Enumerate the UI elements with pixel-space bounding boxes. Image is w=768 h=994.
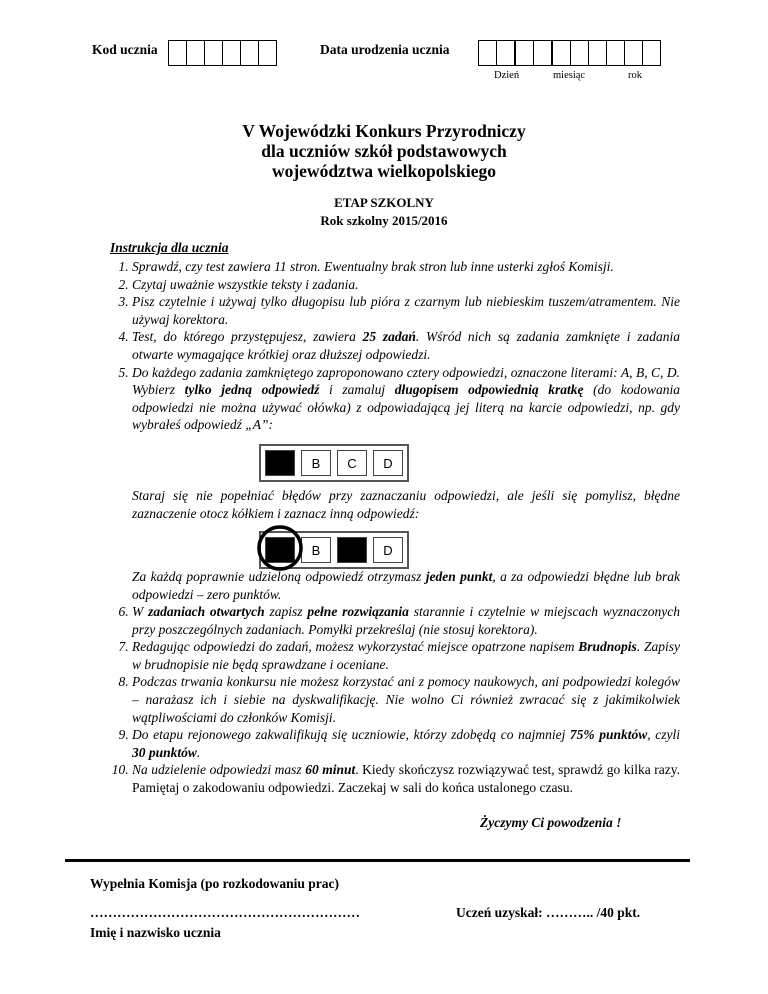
instruction-3: 3. Pisz czytelnie i używaj tylko długopisu lub pióra z czarnym lub niebieskim tuszem/atramentem. Nie używaj korektora. (132, 293, 680, 328)
instruction-4: 4. Test, do którego przystępujesz, zawiera 25 zadań. Wśród nich są zadania zamknięte i zadania otwarte wymagające krótkiej oraz dłuższej odpowiedzi. (132, 328, 680, 363)
instructions-list-continued (110, 603, 680, 797)
answer-cell-a (265, 450, 295, 476)
contest-title-line2: dla uczniów szkół podstawowych (261, 141, 507, 161)
stage-name: ETAP SZKOLNY (334, 195, 434, 210)
instruction-5: 5. Do każdego zadania zamkniętego zaproponowano cztery odpowiedzi, oznaczone literami: A, B, C, D. Wybierz tylko jedną odpowiedź i zamaluj długopisem odpowiednią kratkę (do kodowania odpowiedzi nie można używać ołówka) z odpowiadającą jej literą na karcie odpowiedzi, np. gdy wybrałeś odpowiedź „A”: (132, 364, 680, 434)
answer-cell-d: D (373, 450, 403, 476)
birth-date-boxes[interactable] (478, 40, 661, 66)
answer-example-correct (259, 444, 409, 482)
instruction-1: 1. Sprawdź, czy test zawiera 11 stron. Ewentualny brak stron lub inne usterki zgłoś Komisji. (132, 258, 680, 276)
divider (65, 859, 690, 862)
error-circle-icon (255, 523, 305, 573)
school-year: Rok szkolny 2015/2016 (320, 213, 448, 228)
instruction-7: 7. Redagując odpowiedzi do zadań, możesz wykorzystać miejsce opatrzone napisem Brudnopis. Zapisy w brudnopisie nie będą sprawdzane i oceniane. (132, 638, 680, 673)
day-label: Dzień (494, 70, 520, 81)
student-code-boxes[interactable] (168, 40, 277, 66)
contest-title-line3: województwa wielkopolskiego (271, 161, 497, 181)
answer-cell-d: D (373, 537, 403, 563)
name-dots[interactable]: …………………………………………………… (90, 905, 360, 920)
instruction-5-correction: Staraj się nie popełniać błędów przy zaznaczaniu odpowiedzi, ale jeśli się pomylisz, błędne zaznaczenie otocz kółkiem i zaznacz inną odpowiedź: (132, 488, 680, 521)
contest-title-line1: V Wojewódzki Konkurs Przyrodniczy (242, 121, 526, 141)
month-label: miesiąc (553, 70, 586, 81)
answer-cell-b: B (301, 450, 331, 476)
birth-date-label: Data urodzenia ucznia (320, 42, 450, 57)
answer-cell-c (337, 537, 367, 563)
year-label: rok (628, 70, 642, 81)
instruction-8: 8. Podczas trwania konkursu nie możesz korzystać ani z pomocy naukowych, ani podpowiedzi kolegów – narażasz ich i siebie na dyskwalifikację. Nie wolno Ci również zwracać się z jakimikolwiek wątpliwościami do członków Komisji. (132, 673, 680, 726)
score-field[interactable]: Uczeń uzyskał: ……….. /40 pkt. (456, 905, 641, 920)
instruction-5-scoring: Za każdą poprawnie udzieloną odpowiedź otrzymasz jeden punkt, a za odpowiedzi błędne lub brak odpowiedzi – zero punktów. (132, 569, 680, 602)
student-name-label: Imię i nazwisko ucznia (90, 925, 221, 940)
instructions-heading: Instrukcja dla ucznia (110, 240, 229, 255)
instruction-10: 10. Na udzielenie odpowiedzi masz 60 minut. Kiedy skończysz rozwiązywać test, sprawdź go kilka razy. Pamiętaj o zakodowaniu odpowiedzi. Zaczekaj w sali do końca ustalonego czasu. (132, 761, 680, 796)
answer-cell-c: C (337, 450, 367, 476)
instruction-9: 9. Do etapu rejonowego zakwalifikują się uczniowie, którzy zdobędą co najmniej 75% punktów, czyli 30 punktów. (132, 726, 680, 761)
instructions-list (110, 258, 680, 434)
answer-cell-b: B (301, 537, 331, 563)
wishes-text: Życzymy Ci powodzenia ! (480, 815, 622, 830)
student-code-label: Kod ucznia (92, 42, 158, 57)
instruction-2: 2. Czytaj uważnie wszystkie teksty i zadania. (132, 276, 680, 294)
commission-label: Wypełnia Komisja (po rozkodowaniu prac) (90, 876, 340, 891)
instruction-6: 6. W zadaniach otwartych zapisz pełne rozwiązania starannie i czytelnie w miejscach wyznaczonych przy poszczególnych zadaniach. Pomyłki przekreślaj (nie stosuj korektora). (132, 603, 680, 638)
